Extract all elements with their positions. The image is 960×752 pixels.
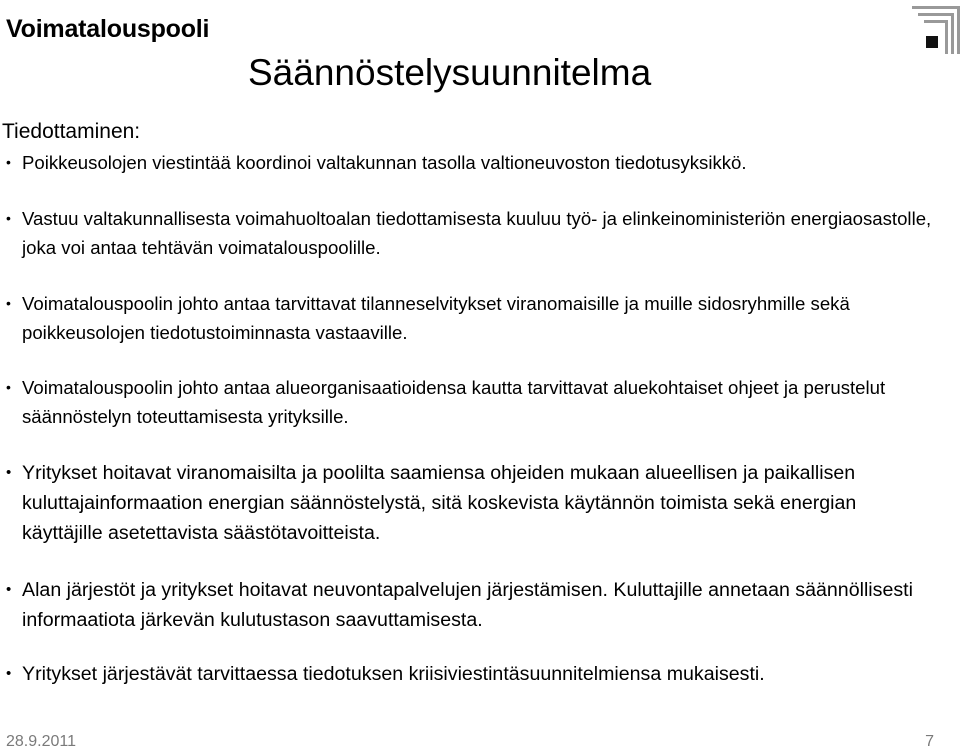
bullet-icon: •: [6, 210, 11, 226]
list-item: [0, 575, 940, 635]
bullet-icon: •: [6, 379, 11, 395]
bullet-icon: •: [6, 665, 12, 682]
list-item: [0, 659, 940, 689]
list-item-text: Yritykset järjestävät tarvittaessa tiedotuksen kriisiviestintäsuunnitelmiensa mukaisesti.: [22, 663, 765, 685]
page-title: Säännöstelysuunnitelma: [248, 52, 652, 93]
bullet-icon: •: [6, 464, 12, 481]
list-item-text: Yritykset hoitavat viranomaisilta ja poolilta saamiensa ohjeiden mukaan alueellisen ja paikallisen kuluttajainformaation energian säännöstelystä, sitä koskevista käytännön toimista sekä energian käyttäjille asetettavista säästötavoitteista.: [22, 462, 857, 544]
section-heading: Tiedottaminen:: [2, 120, 141, 143]
list-item: [0, 373, 940, 431]
list-item: [0, 458, 940, 548]
bullet-icon: •: [6, 295, 11, 311]
list-item-text: Poikkeusolojen viestintää koordinoi valtakunnan tasolla valtioneuvoston tiedotusyksikkö.: [22, 152, 747, 173]
list-item-text: Vastuu valtakunnallisesta voimahuoltoalan tiedottamisesta kuuluu työ- ja elinkeinoministeriön energiaosastolle, joka voi antaa tehtävän voimatalouspoolille.: [22, 208, 932, 258]
organization-name: Voimatalouspooli: [6, 15, 210, 43]
list-item: [0, 148, 940, 177]
list-item-text: Alan järjestöt ja yritykset hoitavat neuvontapalvelujen järjestämisen. Kuluttajille annetaan säännöllisesti informaatiota järkevän kulutustason saavuttamisesta.: [22, 579, 913, 631]
bullet-icon: •: [6, 581, 12, 598]
bracket-square-logo-icon: [912, 6, 960, 54]
bullet-list: [0, 148, 940, 715]
list-item-text: Voimatalouspoolin johto antaa alueorganisaatioidensa kautta tarvittavat aluekohtaiset ohjeet ja perustelut säännöstelyn toteuttamisesta yrityksille.: [22, 377, 886, 427]
page-number: 7: [925, 733, 934, 750]
list-item-text: Voimatalouspoolin johto antaa tarvittavat tilanneselvitykset viranomaisille ja muille sidosryhmille sekä poikkeusolojen tiedotustoiminnasta vastaaville.: [22, 293, 850, 343]
list-item: [0, 204, 940, 262]
list-item: [0, 289, 940, 347]
footer-date: 28.9.2011: [6, 733, 76, 750]
bullet-icon: •: [6, 154, 11, 170]
